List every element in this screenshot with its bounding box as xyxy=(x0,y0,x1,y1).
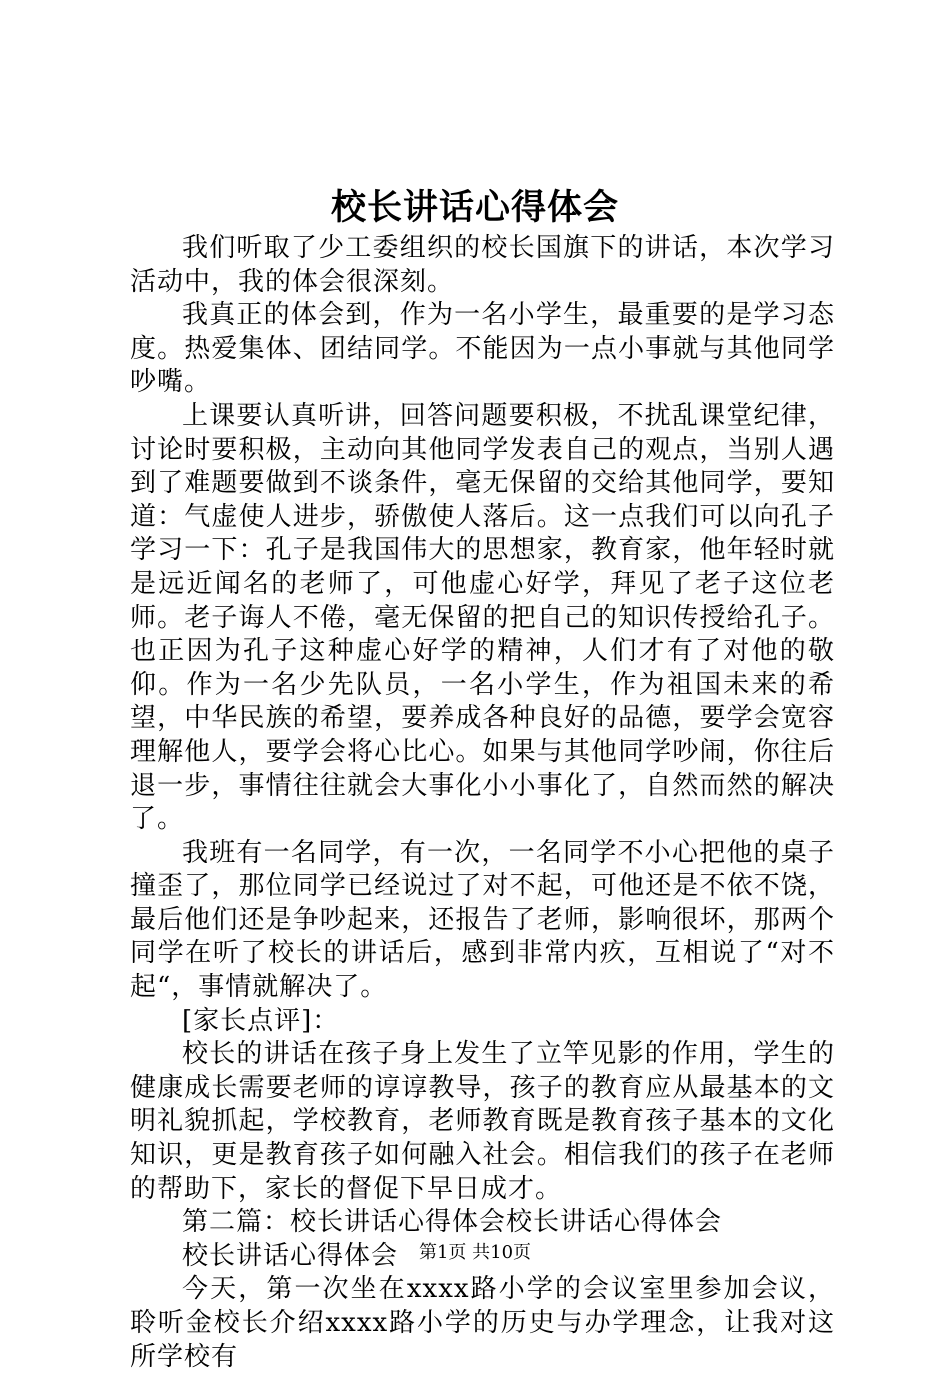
paragraph-parent-comment: 校长的讲话在孩子身上发生了立竿见影的作用，学生的健康成长需要老师的谆谆教导，孩子的教育应从最基本的文明礼貌抓起，学校教育，老师教育既是教育孩子基本的文化知识，更是教育孩子如何融入社会。相信我们的孩子在老师的帮助下，家长的督促下早日成才。 xyxy=(130,1039,835,1204)
paragraph-second-article-title: 校长讲话心得体会 xyxy=(182,1240,399,1271)
page-footer: 第1页 共10页 xyxy=(418,1242,532,1263)
paragraph-2: 我真正的体会到，作为一名小学生，最重要的是学习态度。热爱集体、团结同学。不能因为一点小事就与其他同学吵嘴。 xyxy=(130,300,835,398)
paragraph-1: 我们听取了少工委组织的校长国旗下的讲话，本次学习活动中，我的体会很深刻。 xyxy=(130,233,835,297)
paragraph-second-article-heading: 第二篇：校长讲话心得体会校长讲话心得体会 xyxy=(182,1207,723,1238)
paragraph-3: 上课要认真听讲，回答问题要积极，不扰乱课堂纪律，讨论时要积极，主动向其他同学发表自己的观点，当别人遇到了难题要做到不谈条件，毫无保留的交给其他同学，要知道：气虚使人进步，骄傲使人落后。这一点我们可以向孔子学习一下：孔子是我国伟大的思想家，教育家，他年轻时就是远近闻名的老师了，可他虚心好学，拜见了老子这位老师。老子诲人不倦，毫无保留的把自己的知识传授给孔子。也正因为孔子这种虚心好学的精神，人们才有了对他的敬仰。作为一名少先队员，一名小学生，作为祖国未来的希望，中华民族的希望，要养成各种良好的品德，要学会宽容理解他人，要学会将心比心。如果与其他同学吵闹，你往后退一步，事情往往就会大事化小小事化了，自然而然的解决了。 xyxy=(130,400,835,835)
document-body xyxy=(130,232,835,1374)
document-title: 校长讲话心得体会 xyxy=(330,187,619,228)
paragraph-4: 我班有一名同学，有一次，一名同学不小心把他的桌子撞歪了，那位同学已经说过了对不起，可他还是不依不饶，最后他们还是争吵起来，还报告了老师，影响很坏，那两个同学在听了校长的讲话后，感到非常内疚，互相说了“对不起“，事情就解决了。 xyxy=(130,837,835,1003)
paragraph-second-article-body: 今天，第一次坐在xxxx路小学的会议室里参加会议，聆听金校长介绍xxxx路小学的历史与办学理念，让我对这所学校有 xyxy=(130,1274,835,1372)
paragraph-parent-comment-heading: [家长点评]： xyxy=(182,1005,340,1036)
